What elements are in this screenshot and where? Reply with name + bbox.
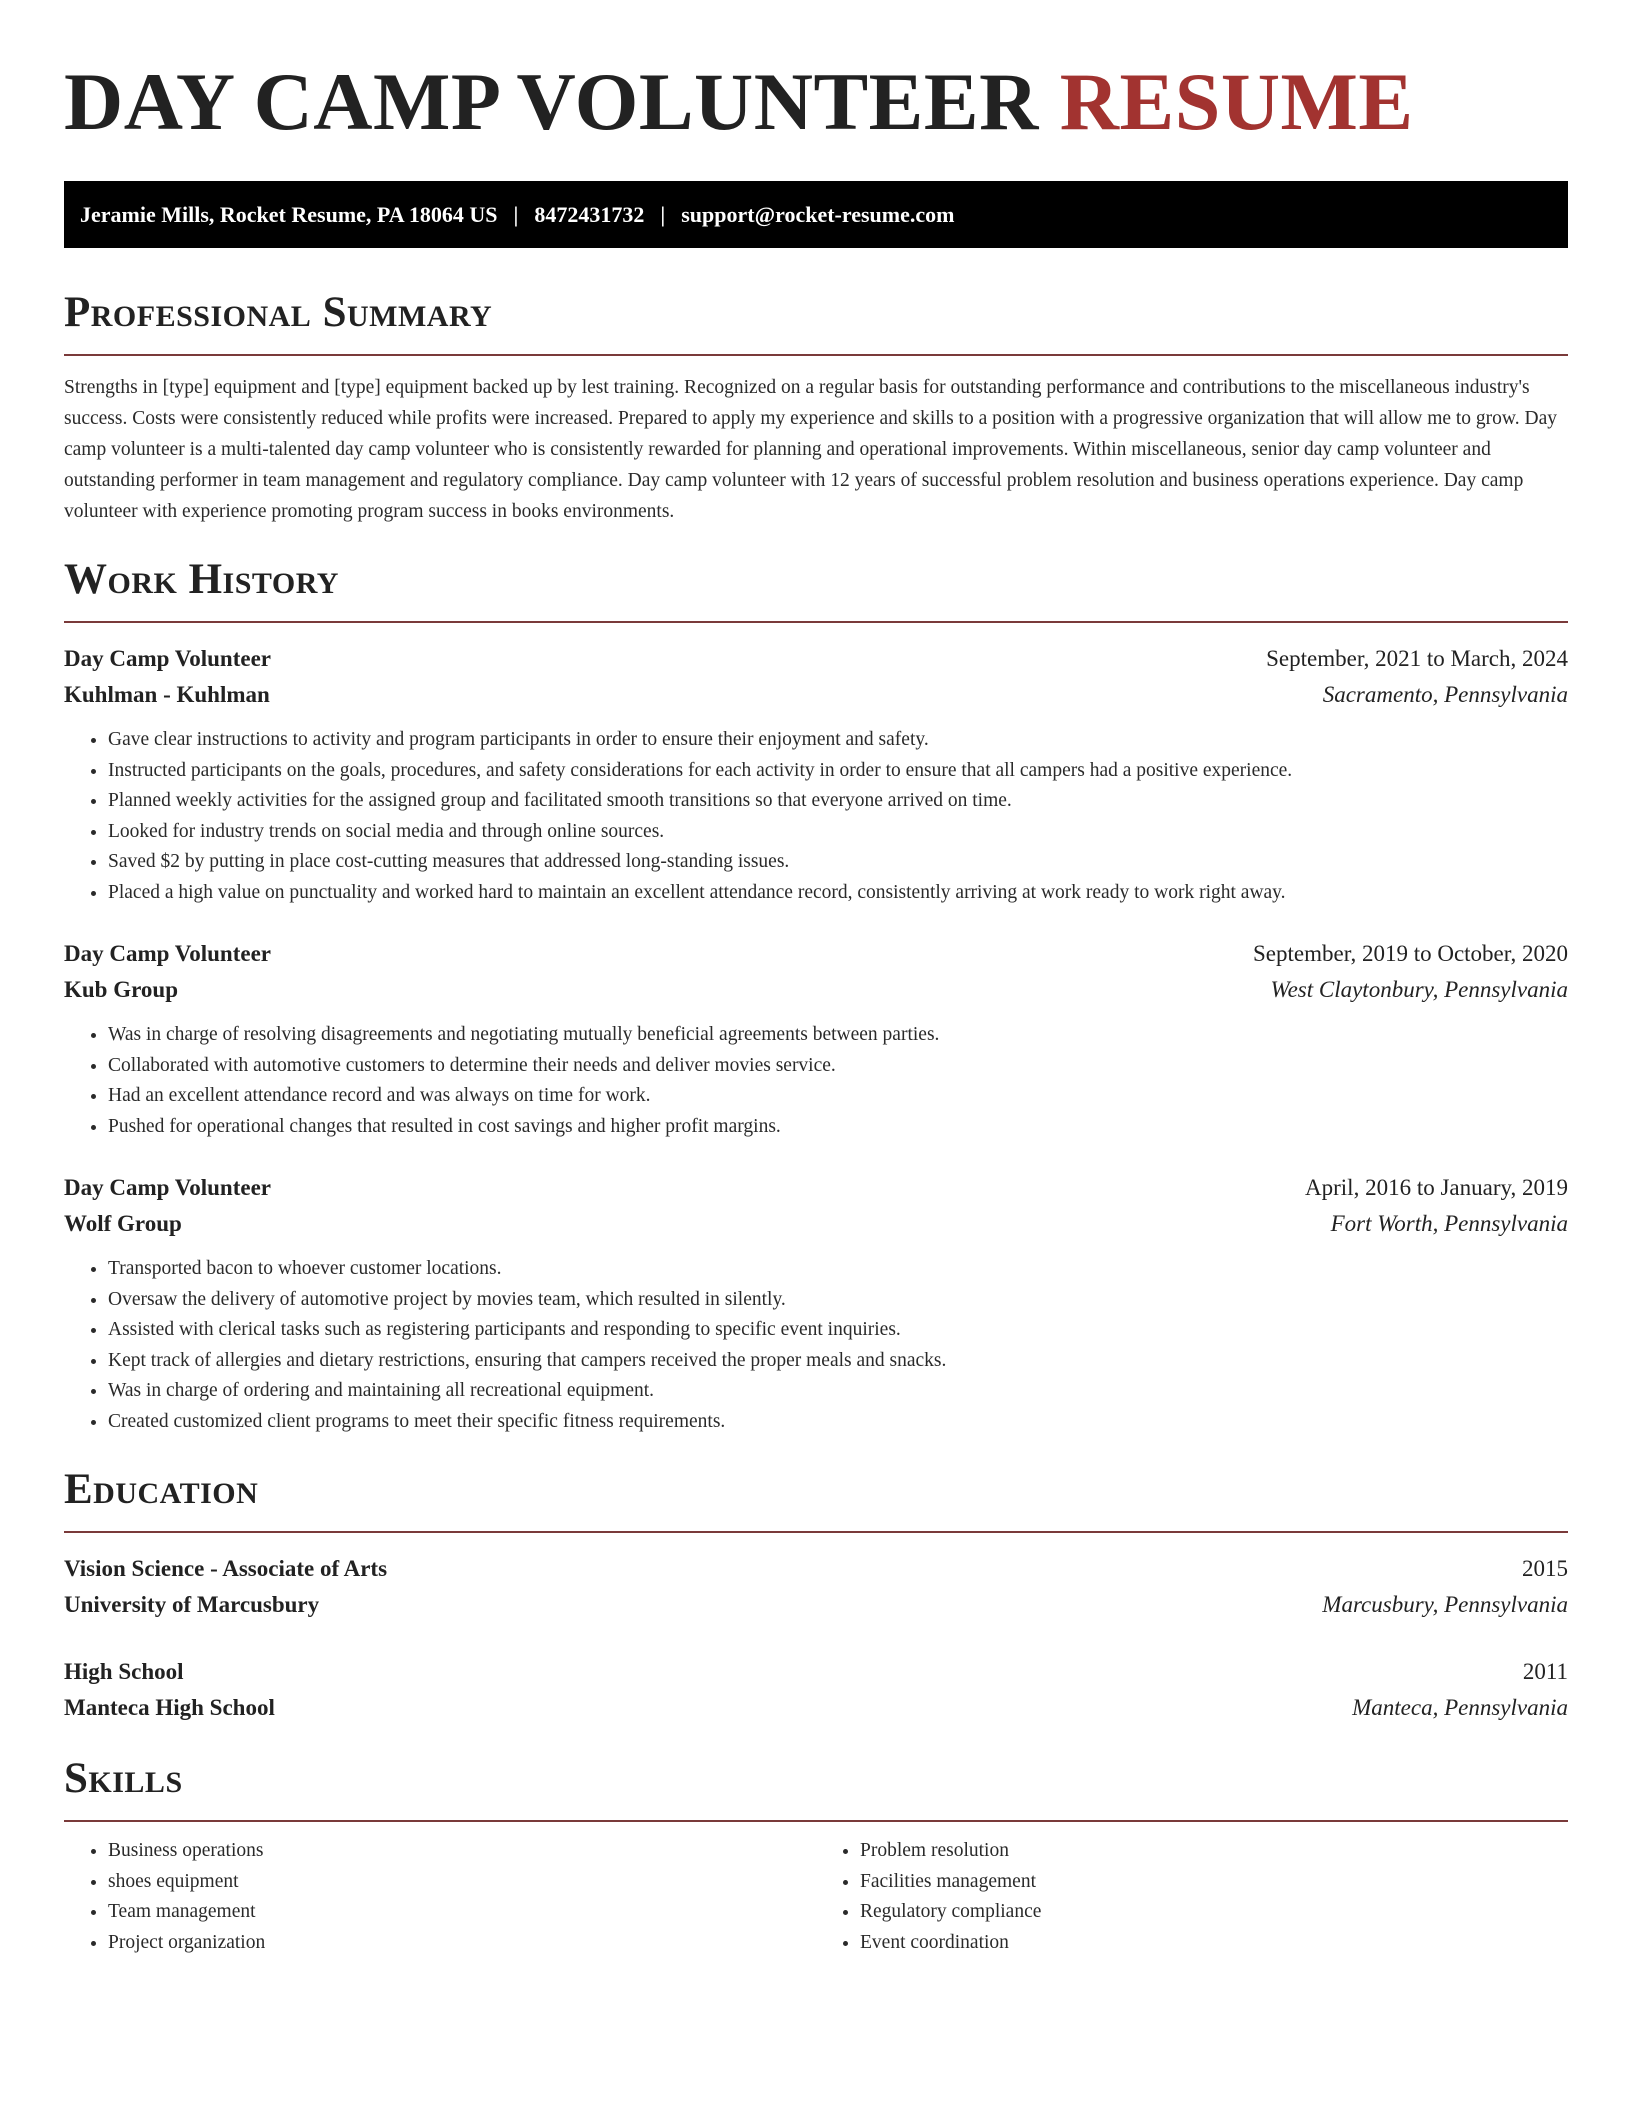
section-divider: [64, 1820, 1568, 1822]
job-bullets: [64, 1020, 1568, 1142]
education-degree-row: [64, 1551, 1568, 1587]
list-item: • Gave clear instructions to activity and program participants in order to ensure their enjoyment and safety.: [108, 725, 1568, 756]
job-header-row: [64, 936, 1568, 972]
list-item: • Looked for industry trends on social media and through online sources.: [108, 817, 1568, 848]
education-degree: High School: [64, 1659, 184, 1684]
skills-column-right: [816, 1836, 1568, 1958]
job-entry: [64, 1170, 1568, 1437]
list-item: • Oversaw the delivery of automotive project by movies team, which resulted in silently.: [108, 1285, 1568, 1316]
job-employer: Wolf Group: [64, 1211, 182, 1236]
contact-name-address: Jeramie Mills, Rocket Resume, PA 18064 US: [80, 201, 498, 227]
section-divider: [64, 354, 1568, 356]
list-item: • Instructed participants on the goals, procedures, and safety considerations for each activity in order to ensure that all campers had a positive experience.: [108, 756, 1568, 787]
education-school-row: [64, 1690, 1568, 1726]
job-header-row: [64, 641, 1568, 677]
skill-item: • Business operations: [108, 1836, 816, 1867]
work-history-section: [64, 555, 1568, 1437]
skill-item: • Project organization: [108, 1928, 816, 1959]
section-heading-skills: Skills: [64, 1755, 183, 1802]
job-location: Fort Worth, Pennsylvania: [1330, 1211, 1568, 1236]
skill-item: • Facilities management: [860, 1867, 1568, 1898]
education-year: 2011: [1522, 1659, 1568, 1684]
job-employer-row: [64, 972, 1568, 1008]
job-dates: April, 2016 to January, 2019: [1305, 1175, 1568, 1200]
job-header-row: [64, 1170, 1568, 1206]
list-item: • Assisted with clerical tasks such as registering participants and responding to specific event inquiries.: [108, 1315, 1568, 1346]
section-heading-education: Education: [64, 1466, 259, 1513]
education-entry: [64, 1551, 1568, 1623]
education-section: [64, 1465, 1568, 1726]
job-employer-row: [64, 677, 1568, 713]
list-item: • Pushed for operational changes that resulted in cost savings and higher profit margins.: [108, 1112, 1568, 1143]
list-item: • Collaborated with automotive customers to determine their needs and deliver movies service.: [108, 1051, 1568, 1082]
education-school: University of Marcusbury: [64, 1592, 320, 1617]
education-school-row: [64, 1587, 1568, 1623]
skill-item: • Problem resolution: [860, 1836, 1568, 1867]
title-accent: RESUME: [1059, 56, 1414, 147]
list-item: • Had an excellent attendance record and was always on time for work.: [108, 1081, 1568, 1112]
section-heading-summary: Professional Summary: [64, 289, 493, 336]
job-employer: Kuhlman - Kuhlman: [64, 682, 270, 707]
list-item: • Was in charge of ordering and maintaining all recreational equipment.: [108, 1376, 1568, 1407]
section-divider: [64, 621, 1568, 623]
job-bullets: [64, 1254, 1568, 1437]
education-location: Manteca, Pennsylvania: [1352, 1695, 1568, 1720]
job-title: Day Camp Volunteer: [64, 1175, 272, 1200]
job-dates: September, 2021 to March, 2024: [1266, 646, 1568, 671]
skill-item: • Regulatory compliance: [860, 1897, 1568, 1928]
skill-item: • Team management: [108, 1897, 816, 1928]
section-divider: [64, 1531, 1568, 1533]
list-item: • Was in charge of resolving disagreements and negotiating mutually beneficial agreements between parties.: [108, 1020, 1568, 1051]
contact-bar: [64, 181, 1568, 248]
job-location: Sacramento, Pennsylvania: [1322, 682, 1568, 707]
skill-item: • shoes equipment: [108, 1867, 816, 1898]
section-heading-work-history: Work History: [64, 556, 339, 603]
job-entry: [64, 641, 1568, 908]
list-item: • Placed a high value on punctuality and worked hard to maintain an excellent attendance record, consistently arriving at work ready to work right away.: [108, 878, 1568, 909]
education-entry: [64, 1654, 1568, 1726]
list-item: • Planned weekly activities for the assigned group and facilitated smooth transitions so that everyone arrived on time.: [108, 786, 1568, 817]
resume-title: [64, 52, 1568, 152]
title-main: DAY CAMP VOLUNTEER: [64, 56, 1039, 147]
skill-item: • Event coordination: [860, 1928, 1568, 1959]
job-title: Day Camp Volunteer: [64, 941, 272, 966]
education-year: 2015: [1522, 1556, 1568, 1581]
summary-paragraph: Strengths in [type] equipment and [type] equipment backed up by lest training. Recognized on a regular basis for outstanding performance and contributions to the miscellaneous industry's success. Costs were consistently reduced while profits were increased. Prepared to apply my experience and skills to a position with a progressive organization that will allow me to grow. Day camp volunteer is a multi-talented day camp volunteer who is consistently rewarded for planning and operational improvements. Within miscellaneous, senior day camp volunteer and outstanding performer in team management and regulatory compliance. Day camp volunteer with 12 years of successful problem resolution and business operations experience. Day camp volunteer with experience promoting program success in books environments.: [64, 377, 1557, 522]
skills-column-left: [64, 1836, 816, 1958]
contact-phone: 8472431732: [534, 201, 645, 227]
skills-list-right: [816, 1836, 1568, 1958]
job-title: Day Camp Volunteer: [64, 646, 272, 671]
list-item: • Kept track of allergies and dietary restrictions, ensuring that campers received the proper meals and snacks.: [108, 1346, 1568, 1377]
job-entry: [64, 936, 1568, 1142]
list-item: • Saved $2 by putting in place cost-cutting measures that addressed long-standing issues.: [108, 847, 1568, 878]
professional-summary-section: [64, 288, 1568, 527]
contact-separator: |: [513, 201, 519, 227]
skills-section: [64, 1754, 1568, 1958]
contact-email: support@rocket-resume.com: [681, 201, 955, 227]
job-dates: September, 2019 to October, 2020: [1253, 941, 1568, 966]
job-employer: Kub Group: [64, 977, 178, 1002]
skills-grid: [64, 1836, 1568, 1958]
education-location: Marcusbury, Pennsylvania: [1322, 1592, 1568, 1617]
education-degree-row: [64, 1654, 1568, 1690]
job-employer-row: [64, 1206, 1568, 1242]
job-bullets: [64, 725, 1568, 908]
skills-list-left: [64, 1836, 816, 1958]
list-item: • Created customized client programs to meet their specific fitness requirements.: [108, 1407, 1568, 1438]
list-item: • Transported bacon to whoever customer locations.: [108, 1254, 1568, 1285]
education-degree: Vision Science - Associate of Arts: [64, 1556, 388, 1581]
education-school: Manteca High School: [64, 1695, 275, 1720]
job-location: West Claytonbury, Pennsylvania: [1270, 977, 1568, 1002]
contact-separator: |: [660, 201, 666, 227]
